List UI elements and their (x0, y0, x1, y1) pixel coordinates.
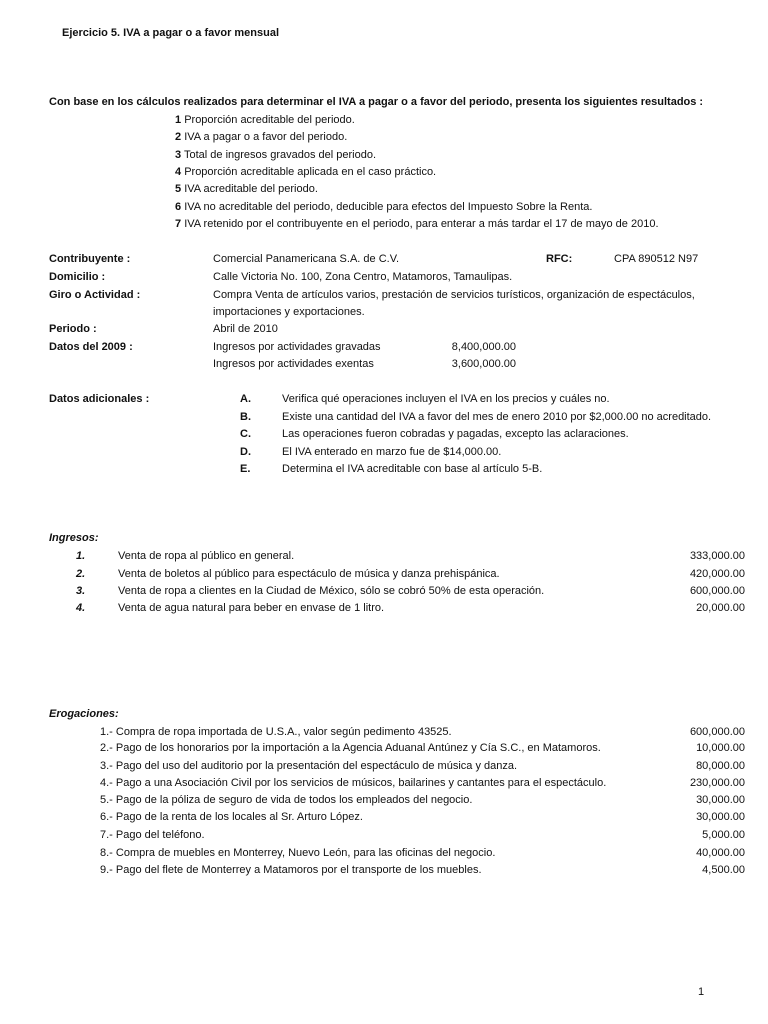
item-amount: 420,000.00 (689, 568, 745, 580)
datos2009-concept: Ingresos por actividades exentas (213, 358, 374, 370)
item-text: Venta de boletos al público para espectáculo de música y danza prehispánica. (118, 568, 500, 580)
item-amount: 600,000.00 (689, 585, 745, 597)
item-number: 1 (175, 114, 182, 126)
item-text: 9.- Pago del flete de Monterrey a Matamoros por el transporte de los muebles. (100, 864, 482, 876)
item-number: 3 (175, 149, 182, 161)
item-text: 5.- Pago de la póliza de seguro de vida de todos los empleados del negocio. (100, 794, 473, 806)
item-text: 7.- Pago del teléfono. (100, 829, 205, 841)
list-item (175, 217, 659, 231)
item-text: IVA a pagar o a favor del periodo. (184, 131, 348, 143)
item-number: 1. (76, 550, 86, 562)
item-text: El IVA enterado en marzo fue de $14,000.00. (282, 446, 502, 458)
item-letter: A. (240, 393, 251, 405)
list-item (175, 200, 592, 214)
item-number: 5 (175, 183, 182, 195)
list-item (175, 148, 376, 162)
item-number: 7 (175, 218, 182, 230)
item-amount: 20,000.00 (696, 602, 745, 614)
intro-text: Con base en los cálculos realizados para determinar el IVA a pagar o a favor del periodo, presenta los siguientes resultados : (49, 96, 704, 108)
datos2009-label: Datos del 2009 : (49, 341, 133, 353)
periodo-label: Periodo : (49, 323, 97, 335)
giro-value-line1: Compra Venta de artículos varios, prestación de servicios turísticos, organización de espectáculos, (213, 289, 695, 301)
item-amount: 80,000.00 (696, 760, 745, 772)
contribuyente-value: Comercial Panamericana S.A. de C.V. (213, 253, 400, 265)
datos2009-amount: 8,400,000.00 (451, 341, 516, 353)
item-amount: 30,000.00 (696, 811, 745, 823)
item-text: 6.- Pago de la renta de los locales al Sr. Arturo López. (100, 811, 363, 823)
item-text: 2.- Pago de los honorarios por la importación a la Agencia Aduanal Antúnez y Cía S.C., en Matamoros. (100, 742, 601, 754)
item-amount: 333,000.00 (689, 550, 745, 562)
item-text: 1.- Compra de ropa importada de U.S.A., valor según pedimento 43525. (100, 726, 452, 738)
item-text: Las operaciones fueron cobradas y pagadas, excepto las aclaraciones. (282, 428, 629, 440)
list-item (175, 130, 347, 144)
item-letter: B. (240, 411, 251, 423)
item-amount: 4,500.00 (702, 864, 745, 876)
list-item (175, 182, 318, 196)
item-text: Proporción acreditable del periodo. (184, 114, 355, 126)
item-amount: 30,000.00 (696, 794, 745, 806)
domicilio-value: Calle Victoria No. 100, Zona Centro, Matamoros, Tamaulipas. (213, 271, 513, 283)
page-number: 1 (698, 986, 705, 998)
datos2009-amount: 3,600,000.00 (451, 358, 516, 370)
item-text: 4.- Pago a una Asociación Civil por los servicios de músicos, bailarines y cantantes para el espectáculo. (100, 777, 607, 789)
item-text: Proporción acreditable aplicada en el caso práctico. (184, 166, 437, 178)
item-text: Verifica qué operaciones incluyen el IVA en los precios y cuáles no. (282, 393, 610, 405)
item-text: IVA acreditable del periodo. (184, 183, 318, 195)
item-number: 6 (175, 201, 182, 213)
list-item (175, 113, 355, 127)
periodo-value: Abril de 2010 (213, 323, 278, 335)
giro-value-line2: importaciones y exportaciones. (213, 306, 365, 318)
item-text: 3.- Pago del uso del auditorio por la presentación del espectáculo de música y danza. (100, 760, 518, 772)
item-text: 8.- Compra de muebles en Monterrey, Nuevo León, para las oficinas del negocio. (100, 847, 496, 859)
item-amount: 230,000.00 (689, 777, 745, 789)
rfc-label: RFC: (546, 253, 573, 265)
item-letter: C. (240, 428, 251, 440)
item-number: 4 (175, 166, 182, 178)
item-text: IVA no acreditable del periodo, deducible para efectos del Impuesto Sobre la Renta. (184, 201, 593, 213)
item-text: Total de ingresos gravados del periodo. (183, 149, 376, 161)
item-text: Existe una cantidad del IVA a favor del mes de enero 2010 por $2,000.00 no acreditado. (282, 411, 712, 423)
item-text: Venta de agua natural para beber en envase de 1 litro. (118, 602, 385, 614)
datos-adicionales-label: Datos adicionales : (49, 393, 150, 405)
rfc-value: CPA 890512 N97 (614, 253, 699, 265)
ingresos-label: Ingresos: (49, 532, 99, 544)
item-text: Venta de ropa a clientes en la Ciudad de México, sólo se cobró 50% de esta operación. (118, 585, 545, 597)
item-number: 2 (175, 131, 182, 143)
item-amount: 40,000.00 (696, 847, 745, 859)
domicilio-label: Domicilio : (49, 271, 106, 283)
item-amount: 10,000.00 (696, 742, 745, 754)
item-number: 3. (76, 585, 86, 597)
giro-label: Giro o Actividad : (49, 289, 141, 301)
item-amount: 600,000.00 (689, 726, 745, 738)
contribuyente-label: Contribuyente : (49, 253, 131, 265)
item-text: Venta de ropa al público en general. (118, 550, 295, 562)
item-amount: 5,000.00 (702, 829, 745, 841)
item-number: 4. (76, 602, 86, 614)
item-text: Determina el IVA acreditable con base al artículo 5-B. (282, 463, 543, 475)
list-item (175, 165, 436, 179)
item-letter: D. (240, 446, 251, 458)
erogaciones-label: Erogaciones: (49, 708, 119, 720)
item-letter: E. (240, 463, 251, 475)
page-title: Ejercicio 5. IVA a pagar o a favor mensual (62, 27, 280, 39)
item-number: 2. (76, 568, 86, 580)
item-text: IVA retenido por el contribuyente en el periodo, para enterar a más tardar el 17 de mayo de 2010. (184, 218, 659, 230)
datos2009-concept: Ingresos por actividades gravadas (213, 341, 381, 353)
